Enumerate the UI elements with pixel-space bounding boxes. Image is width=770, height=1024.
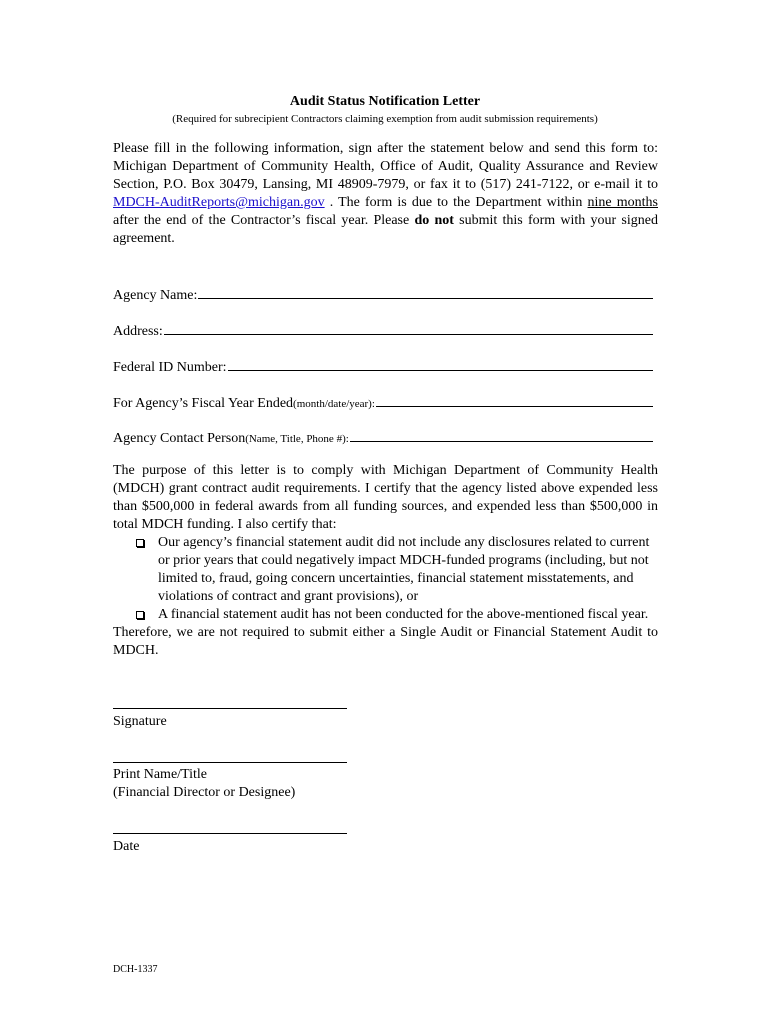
instructions-text-4: submit this form with your signed agreement.: [113, 213, 658, 246]
certification-item: [113, 606, 658, 624]
date-line[interactable]: [113, 833, 347, 834]
certification-section: [113, 462, 658, 660]
signature-line[interactable]: [113, 708, 347, 709]
fiscal-year-field: [113, 392, 653, 413]
contact-person-label: Agency Contact Person: [113, 431, 246, 446]
fiscal-year-hint: (month/date/year):: [293, 398, 375, 410]
signature-label: Signature: [113, 714, 167, 729]
instructions-text-3: after the end of the Contractor’s fiscal year. Please: [113, 213, 415, 228]
certification-item-text: A financial statement audit has not been conducted for the above-mentioned fiscal year.: [158, 607, 649, 622]
fiscal-year-label: For Agency’s Fiscal Year Ended: [113, 396, 294, 411]
certification-item: [113, 534, 658, 606]
print-name-label: Print Name/Title: [113, 767, 207, 782]
instructions-text-1: Please fill in the following information, sign after the statement below and send this form to: Michigan Department of Community Health, Office of Audit, Quality Assurance and Review Section, P.O. Box 30479, Lansing, MI 48909-7979, or fax it to (517) 241-7122, or e-mail it to: [113, 141, 658, 192]
instructions-text-2: . The form is due to the Department within: [324, 195, 588, 210]
document-title: Audit Status Notification Letter: [289, 94, 481, 109]
document-subtitle: (Required for subrecipient Contractors claiming exemption from audit submission requirements): [172, 113, 598, 125]
print-name-line[interactable]: [113, 762, 347, 763]
certification-item-text: Our agency’s financial statement audit did not include any disclosures related to current or prior years that could negatively impact MDCH-funded programs (including, but not limited to, fraud, going concern uncertainties, financial statement misstatements, and violations of contract and grant provisions), or: [158, 535, 650, 604]
agency-name-field: [113, 284, 653, 305]
print-name-note: (Financial Director or Designee): [113, 785, 296, 800]
instructions-paragraph: [113, 140, 658, 248]
agency-name-label: Agency Name:: [113, 288, 198, 303]
address-input[interactable]: [164, 320, 653, 335]
certification-conclusion: Therefore, we are not required to submit either a Single Audit or Financial Statement Audit to MDCH.: [113, 625, 658, 658]
address-label: Address:: [113, 324, 163, 339]
emphasis-text: do not: [414, 213, 454, 228]
checkbox-bullet-icon: [136, 611, 144, 619]
fiscal-year-input[interactable]: [376, 392, 653, 407]
agency-name-input[interactable]: [198, 284, 653, 299]
contact-person-field: [113, 427, 653, 448]
federal-id-field: [113, 356, 653, 377]
certification-intro: The purpose of this letter is to comply with Michigan Department of Community Health (MDCH) grant contract audit requirements. I certify that the agency listed above expended less than $500,000 in federal awards from all funding sources, and expended less than $500,000 in total MDCH funding. I also certify that:: [113, 463, 658, 532]
contact-person-hint: (Name, Title, Phone #):: [245, 433, 349, 445]
address-field: [113, 320, 653, 341]
federal-id-input[interactable]: [228, 356, 653, 371]
form-number: DCH-1337: [113, 964, 158, 975]
deadline-text: nine months: [587, 195, 658, 210]
checkbox-bullet-icon: [136, 539, 144, 547]
certification-list: [113, 534, 658, 624]
email-link[interactable]: MDCH-AuditReports@michigan.gov: [113, 195, 325, 210]
contact-person-input[interactable]: [350, 427, 653, 442]
federal-id-label: Federal ID Number:: [113, 360, 227, 375]
date-label: Date: [113, 839, 140, 854]
